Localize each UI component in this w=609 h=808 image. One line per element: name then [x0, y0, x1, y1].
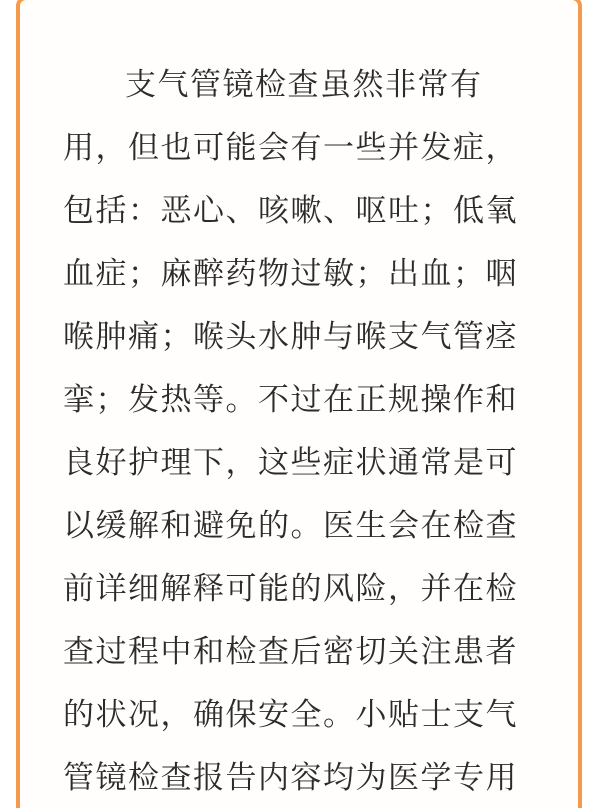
- article-body: [63, 54, 543, 808]
- text-line: 包括：恶心、咳嗽、呕吐；低氧: [63, 193, 518, 229]
- text-line: 支气管镜检查虽然非常有: [125, 67, 483, 103]
- text-line: 以缓解和避免的。医生会在检查: [63, 508, 518, 544]
- text-line: 喉肿痛；喉头水肿与喉支气管痉: [63, 319, 518, 355]
- text-line: 用，但也可能会有一些并发症，: [63, 130, 518, 166]
- text-line: 管镜检查报告内容均为医学专用: [63, 760, 518, 796]
- text-line: 挛；发热等。不过在正规操作和: [63, 382, 518, 418]
- text-line: 的状况，确保安全。小贴士支气: [63, 697, 518, 733]
- text-line: 血症；麻醉药物过敏；出血；咽: [63, 256, 518, 292]
- text-line: 良好护理下，这些症状通常是可: [63, 445, 518, 481]
- text-line: 查过程中和检查后密切关注患者: [63, 634, 518, 670]
- text-line: 前详细解释可能的风险，并在检: [63, 571, 518, 607]
